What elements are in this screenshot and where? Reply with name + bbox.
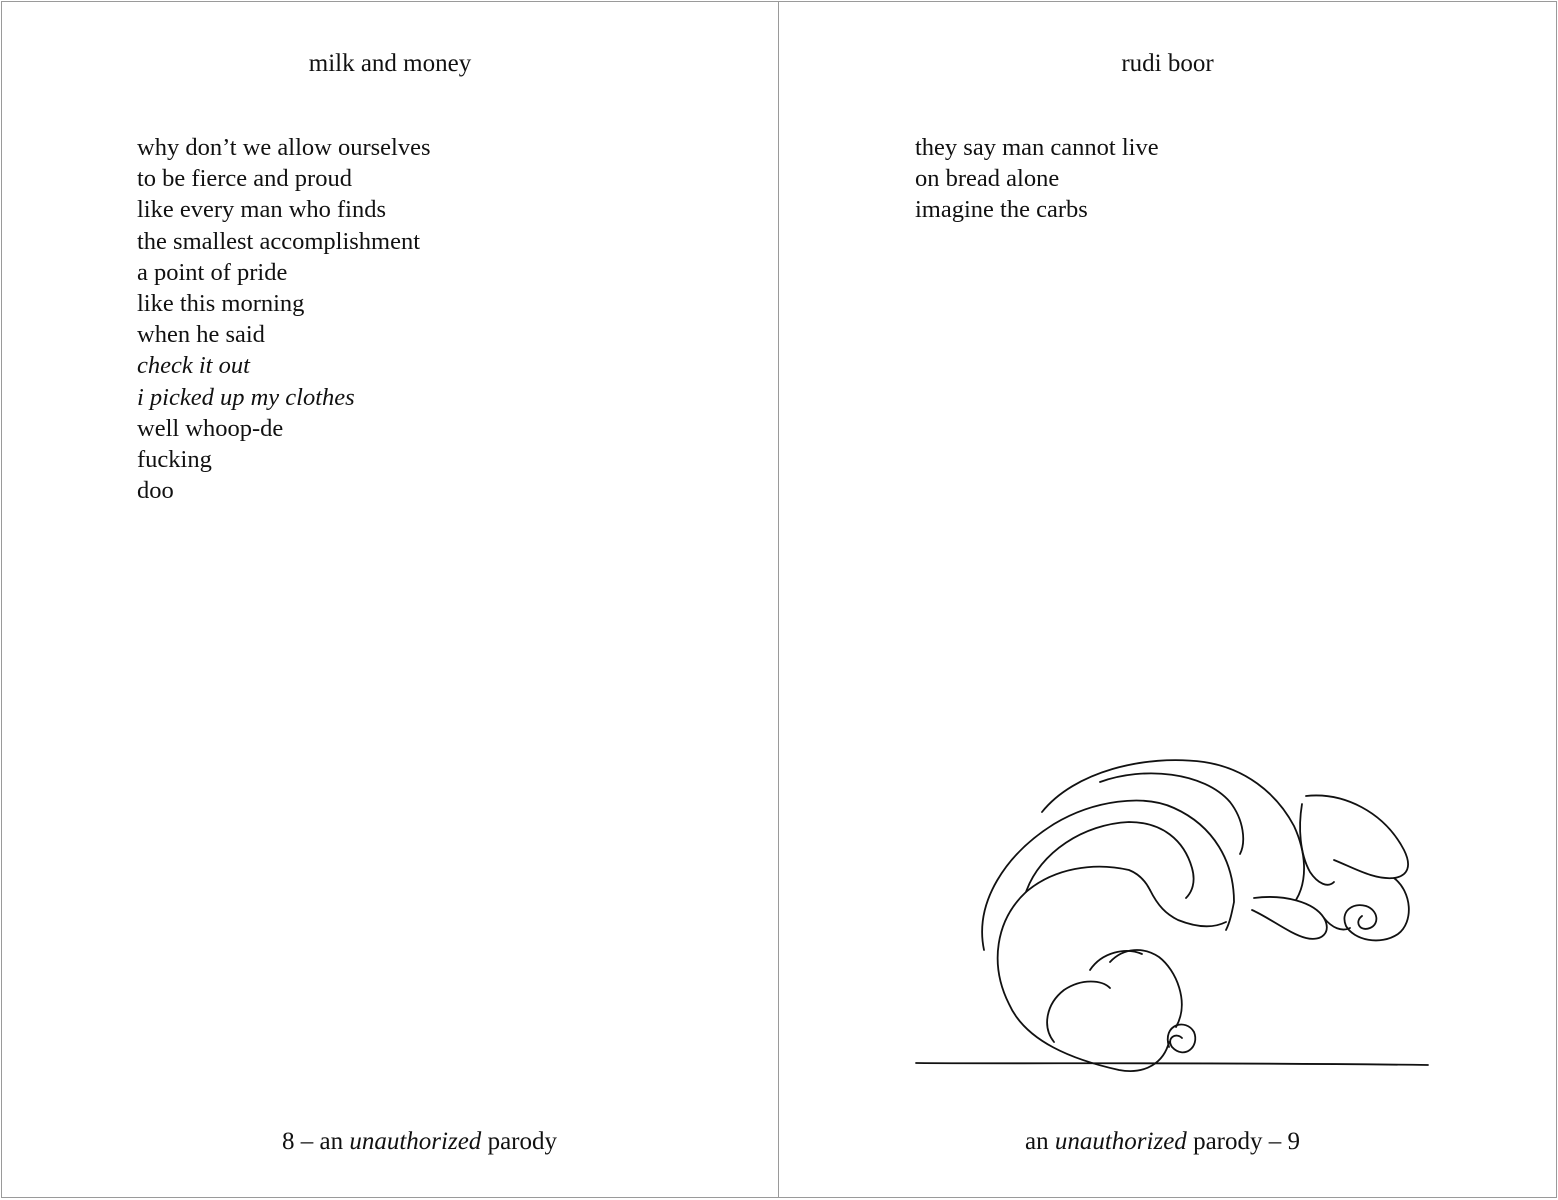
table-line [916, 1063, 1428, 1065]
croissant-line-drawing-icon [914, 742, 1434, 1087]
poem-line: when he said [137, 321, 265, 349]
footer-prefix: 8 – an [282, 1128, 350, 1155]
footer-prefix: an [1025, 1128, 1055, 1155]
poem-line: doo [137, 477, 174, 505]
left-page-footer [282, 1126, 557, 1158]
croissant-top-inner [1100, 773, 1243, 854]
poem-line-italic: check it out [137, 352, 250, 380]
poem-line: imagine the carbs [915, 196, 1088, 224]
poem-line: the smallest accomplishment [137, 227, 421, 255]
croissant-right-horn [1306, 795, 1408, 878]
croissant-middle-segment [982, 801, 1234, 950]
croissant-fold [1110, 950, 1182, 1027]
poem-line: a point of pride [137, 258, 288, 286]
footer-emphasis: unauthorized [349, 1128, 482, 1155]
poem-line-italic: i picked up my clothes [137, 383, 355, 411]
left-running-head: milk and money [308, 50, 472, 77]
poem-line: why don’t we allow ourselves [137, 134, 431, 161]
left-poem [137, 132, 431, 506]
poem-line: on bread alone [915, 165, 1060, 193]
croissant-tip-spiral [1344, 878, 1408, 940]
footer-suffix: parody [481, 1128, 557, 1155]
croissant-right-segment [1252, 897, 1327, 939]
croissant-right-horn-inner [1300, 804, 1334, 885]
croissant-front-spiral [1168, 1025, 1196, 1053]
footer-emphasis: unauthorized [1054, 1128, 1187, 1155]
poem-line: like this morning [137, 290, 305, 318]
left-page [1, 1, 779, 1198]
croissant-middle-inner [1026, 822, 1194, 898]
right-page-footer [1025, 1126, 1300, 1158]
right-poem [915, 132, 1159, 226]
poem-line: they say man cannot live [915, 134, 1159, 161]
croissant-front-lobe [998, 867, 1169, 1071]
poem-line: like every man who finds [137, 196, 387, 224]
poem-line: fucking [137, 446, 212, 474]
footer-suffix: parody – 9 [1186, 1128, 1300, 1155]
croissant-inner-lobe [1047, 982, 1110, 1043]
croissant-top-arc [1042, 760, 1304, 900]
right-running-head: rudi boor [1121, 50, 1214, 77]
right-page [778, 1, 1557, 1198]
poem-line: to be fierce and proud [137, 165, 352, 193]
poem-line: well whoop-de [137, 414, 284, 442]
croissant-fold-2 [1090, 951, 1142, 970]
